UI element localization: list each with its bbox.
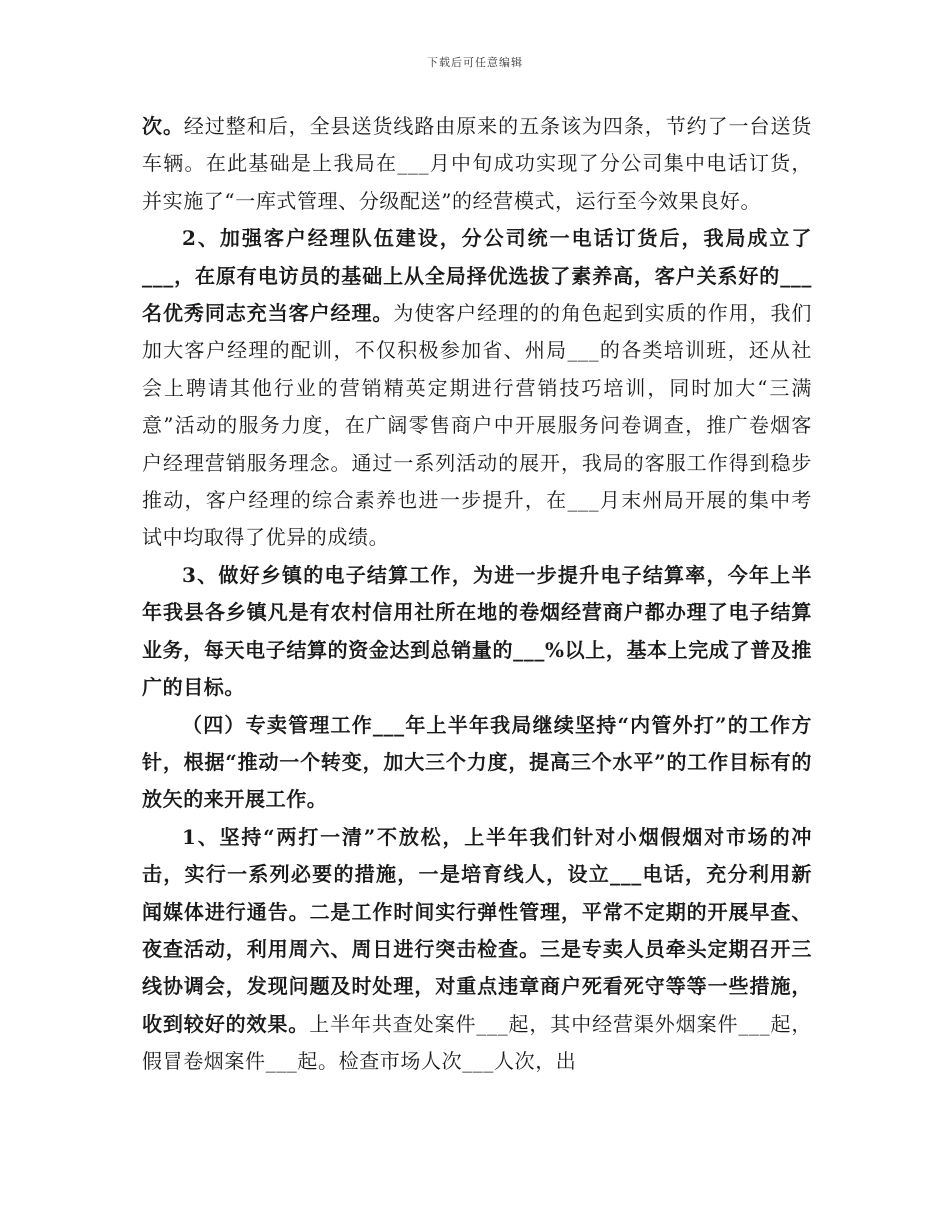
text-run: 1、坚持“两打一清”不放松，上半年我们针对小烟假烟对市场的冲击，实行一系列必要的措施，一是培育线人，设立___电话，充分利用新闻媒体进行通告。二是工作时间实行弹性管理，平常不定期的开展早查、夜查活动，利用周六、周日进行突击检查。三是专卖人员牵头定期召开三线协调会，发现问题及时处理，对重点违章商户死看死守等等一些措施，收到较好的效果。 bbox=[142, 824, 812, 1036]
paragraph-1 bbox=[142, 108, 812, 220]
text-run: 3、做好乡镇的电子结算工作，为进一步提升电子结算率，今年上半年我县各乡镇凡是有农村信用社所在地的卷烟经营商户都办理了电子结算业务，每天电子结算的资金达到总销量的___%以上，基本上完成了普及推广的目标。 bbox=[142, 562, 812, 700]
text-run: 上半年共查处案件___起，其中经营渠外烟案件___起，假冒卷烟案件___起。检查市场人次___人次，出 bbox=[142, 1011, 812, 1074]
paragraph-5 bbox=[142, 819, 812, 1081]
text-run: （四）专卖管理工作___年上半年我局继续坚持“内管外打”的工作方针，根据“推动一个转变，加大三个力度，提高三个水平”的工作目标有的放矢的来开展工作。 bbox=[142, 712, 812, 812]
paragraph-2 bbox=[142, 220, 812, 557]
document-body bbox=[142, 108, 812, 1081]
paragraph-4 bbox=[142, 707, 812, 819]
text-run: 2、加强客户经理队伍建设，分公司统一电话订货后，我局成立了___，在原有电访员的基础上从全局择优选拔了素养高，客户关系好的___名优秀同志充当客户经理。 bbox=[142, 226, 812, 326]
page-header: 下载后可任意编辑 bbox=[427, 56, 523, 69]
paragraph-3 bbox=[142, 557, 812, 707]
text-run: 为使客户经理的的角色起到实质的作用，我们加大客户经理的配训，不仅积极参加省、州局___的各类培训班，还从社会上聘请其他行业的营销精英定期进行营销技巧培训，同时加大“三满意”活动的服务力度，在广阔零售商户中开展服务问卷调查，推广卷烟客户经理营销服务理念。通过一系列活动的展开，我局的客服工作得到稳步推动，客户经理的综合素养也进一步提升，在___月末州局开展的集中考试中均取得了优异的成绩。 bbox=[142, 301, 813, 550]
text-run: 经过整和后，全县送货线路由原来的五条该为四条，节约了一台送货车辆。在此基础是上我局在___月中旬成功实现了分公司集中电话订货，并实施了“一库式管理、分级配送”的经营模式，运行至今效果良好。 bbox=[142, 114, 813, 213]
text-run: 次。 bbox=[142, 114, 184, 138]
